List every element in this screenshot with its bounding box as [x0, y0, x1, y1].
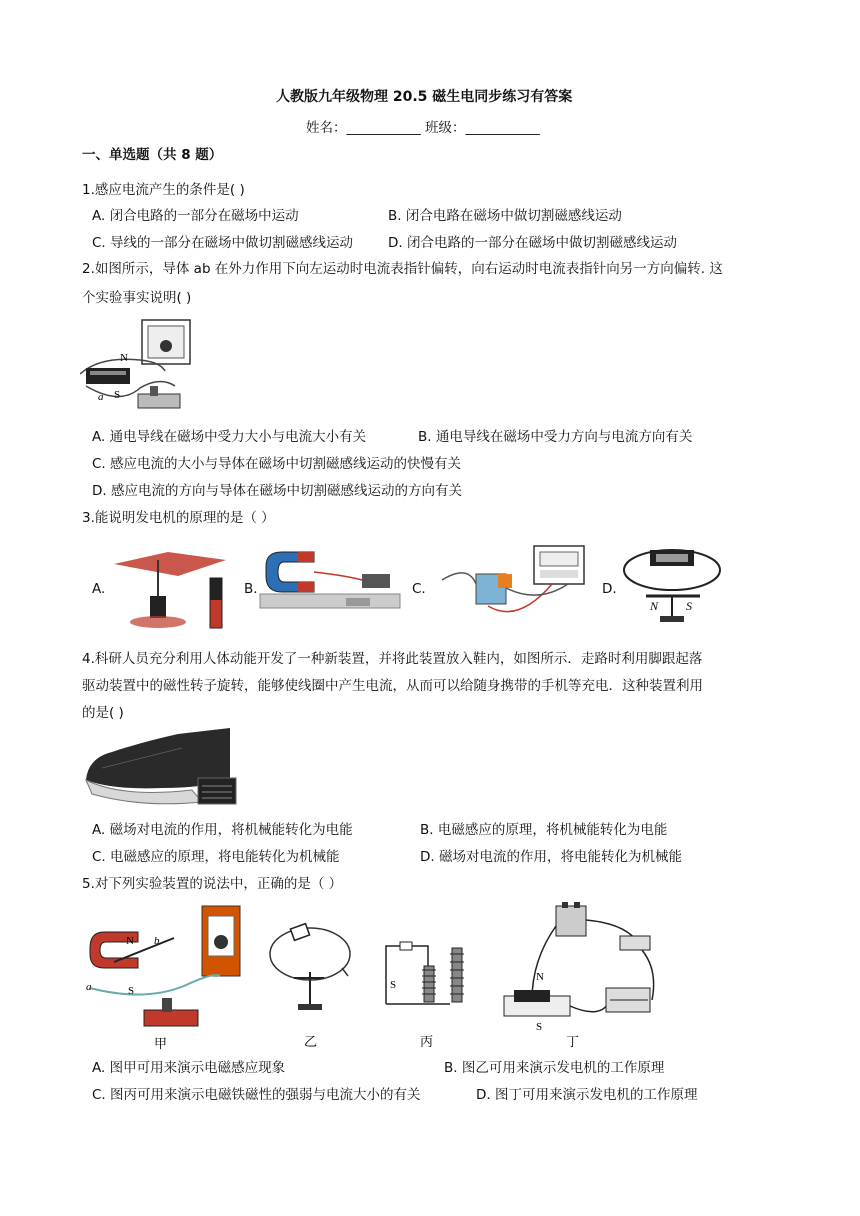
q1-option-a: A. 闭合电路的一部分在磁场中运动: [92, 208, 299, 224]
q3-figure-b: [258, 546, 404, 616]
q5-option-a: A. 图甲可用来演示电磁感应现象: [92, 1060, 286, 1076]
q5-figure-ding: [502, 900, 670, 1052]
q2-option-a: A. 通电导线在磁场中受力大小与电流大小有关: [92, 429, 367, 445]
q3-figure-c: [428, 544, 596, 626]
q5-fig-b-label: b: [154, 935, 160, 947]
q5-fig-a-label: a: [86, 981, 92, 993]
q5-caption-bing: 丙: [420, 1034, 434, 1049]
q5-caption-yi: 乙: [304, 1034, 318, 1049]
q2-fig-n-label: N: [120, 352, 128, 364]
q5-option-b: B. 图乙可用来演示发电机的工作原理: [444, 1060, 665, 1076]
q4-option-a: A. 磁场对电流的作用，将机械能转化为电能: [92, 822, 353, 838]
q1-option-d: D. 闭合电路的一部分在磁场中做切割磁感线运动: [388, 235, 677, 251]
q5-option-c: C. 图丙可用来演示电磁铁磁性的强弱与电流大小的有关: [92, 1087, 421, 1103]
q4-option-c: C. 电磁感应的原理，将电能转化为机械能: [92, 849, 340, 865]
q2-option-d: D. 感应电流的方向与导体在磁场中切割磁感线运动的方向有关: [92, 483, 462, 499]
q3-fig-n-label: N: [650, 599, 659, 613]
q1-option-c: C. 导线的一部分在磁场中做切割磁感线运动: [92, 235, 354, 251]
q3-option-d: D.: [602, 581, 617, 597]
q3-stem: 3.能说明发电机的原理的是（ ）: [82, 510, 275, 526]
page-title: 人教版九年级物理 20.5 磁生电同步练习有答案: [276, 89, 573, 105]
q5-figure-bing: [380, 934, 476, 1052]
q5-caption-jia: 甲: [154, 1036, 168, 1051]
q1-option-b: B. 闭合电路在磁场中做切割磁感线运动: [388, 208, 622, 224]
q2-fig-a-label: a: [98, 391, 104, 403]
q5-figure-yi: [266, 920, 354, 1052]
q5-option-d: D. 图丁可用来演示发电机的工作原理: [476, 1087, 698, 1103]
q4-option-b: B. 电磁感应的原理，将机械能转化为电能: [420, 822, 668, 838]
q4-stem-line1: 4.科研人员充分利用人体动能开发了一种新装置，并将此装置放入鞋内，如图所示．走路时利用脚跟起落: [82, 651, 703, 667]
q2-stem-line2: 个实验事实说明( ): [82, 290, 192, 306]
q4-stem-line2: 驱动装置中的磁性转子旋转，能够使线圈中产生电流，从而可以给随身携带的手机等充电．这种装置利用: [82, 678, 703, 694]
name-class-line: 姓名：___________ 班级：___________: [306, 120, 540, 136]
q5-fig-ding-s-label: S: [536, 1021, 543, 1033]
q3-figure-d: [620, 544, 724, 630]
section-heading: 一、单选题（共 8 题）: [82, 147, 223, 163]
q5-fig-bing-s-label: S: [390, 979, 397, 991]
q5-fig-s-label: S: [128, 985, 135, 997]
q5-stem: 5.对下列实验装置的说法中，正确的是（ ）: [82, 876, 343, 892]
q5-fig-ding-n-label: N: [536, 971, 544, 983]
q2-apparatus-figure: [80, 316, 200, 416]
q5-figure-jia: [84, 902, 244, 1052]
q2-fig-s-label: S: [114, 389, 121, 401]
q3-option-a: A.: [92, 581, 106, 597]
q4-stem-line3: 的是( ): [82, 705, 124, 721]
q3-option-c: C.: [412, 581, 426, 597]
q3-option-b: B.: [244, 581, 258, 597]
q5-fig-n-label: N: [126, 935, 134, 947]
q5-caption-ding: 丁: [566, 1034, 580, 1049]
q2-stem-line1: 2.如图所示，导体 ab 在外力作用下向左运动时电流表指针偏转，向右运动时电流表指针向另一方向偏转. 这: [82, 261, 723, 277]
q4-shoe-figure: [82, 728, 242, 808]
q2-option-b: B. 通电导线在磁场中受力方向与电流方向有关: [418, 429, 693, 445]
q3-figure-a: [108, 542, 234, 634]
q3-fig-s-label: S: [686, 599, 692, 613]
q1-stem: 1.感应电流产生的条件是( ): [82, 182, 245, 198]
q2-option-c: C. 感应电流的大小与导体在磁场中切割磁感线运动的快慢有关: [92, 456, 462, 472]
q4-option-d: D. 磁场对电流的作用，将电能转化为机械能: [420, 849, 682, 865]
